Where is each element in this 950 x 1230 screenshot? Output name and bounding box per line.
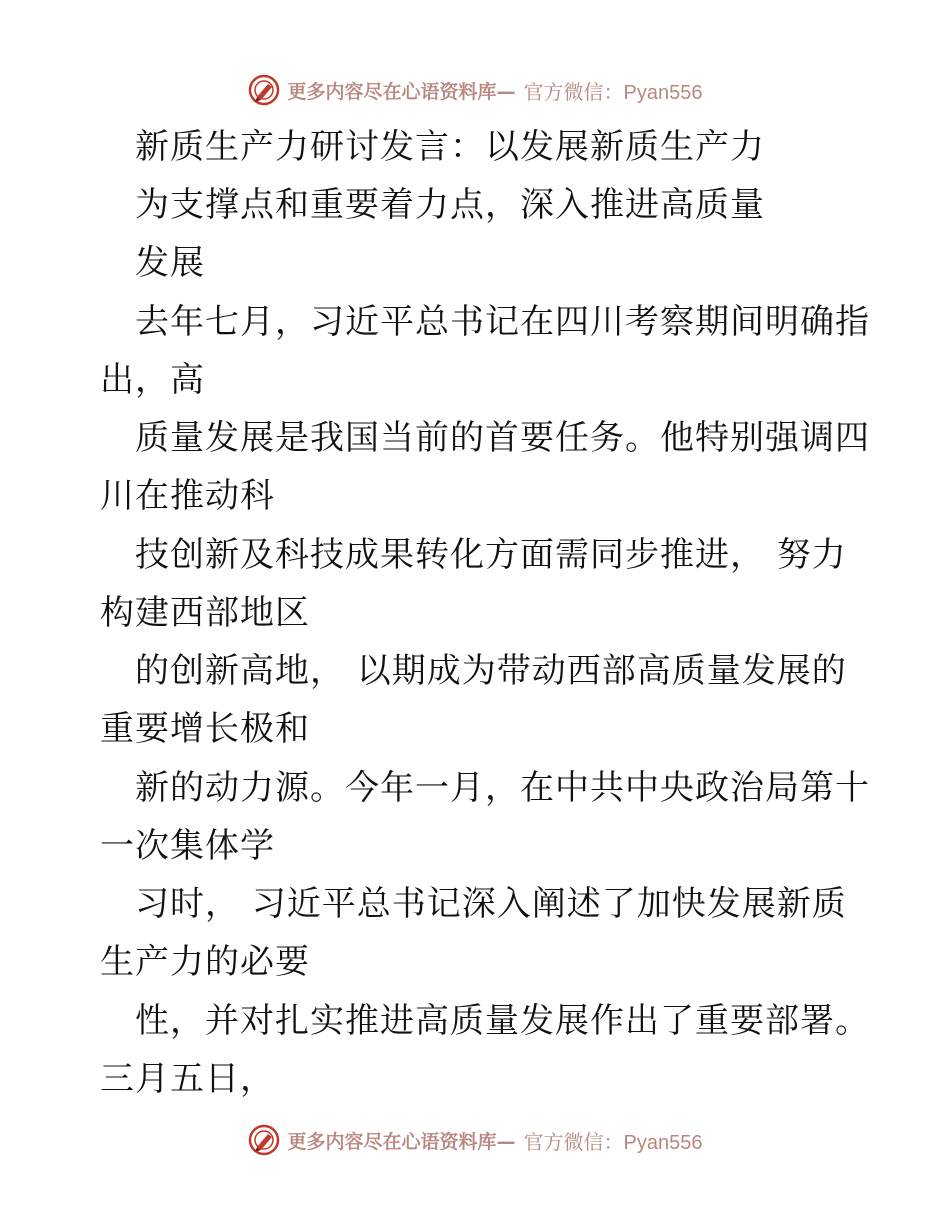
- paragraph-line: 重要增长极和: [100, 709, 310, 749]
- banner-text: 更多内容尽在心语资料库—: [287, 1130, 516, 1153]
- paragraph-line: 技创新及科技成果转化方面需同步推进， 努力: [135, 535, 847, 575]
- banner-wechat: 官方微信：Pyan556: [523, 1131, 703, 1154]
- banner-wechat: 官方微信：Pyan556: [523, 81, 703, 104]
- paragraph-line: 生产力的必要: [100, 942, 310, 982]
- paragraph-line: 质量发展是我国当前的首要任务。他特别强调四: [135, 418, 870, 458]
- banner-text: 更多内容尽在心语资料库—: [287, 80, 516, 103]
- footer-watermark-banner: [0, 1120, 950, 1160]
- pen-logo-icon: [248, 1124, 280, 1156]
- paragraph-line: 三月五日，: [100, 1059, 275, 1099]
- paragraph-line: 一次集体学: [100, 826, 275, 866]
- paragraph-line: 出，高: [100, 360, 205, 400]
- paragraph-line: 习时， 习近平总书记深入阐述了加快发展新质: [135, 884, 847, 924]
- paragraph-line: 性，并对扎实推进高质量发展作出了重要部署。: [135, 1001, 870, 1041]
- title-line: 发展: [135, 243, 205, 283]
- title-line: 新质生产力研讨发言：以发展新质生产力: [135, 127, 765, 167]
- paragraph-line: 川在推动科: [100, 476, 275, 516]
- paragraph-line: 的创新高地， 以期成为带动西部高质量发展的: [135, 651, 847, 691]
- paragraph-line: 构建西部地区: [100, 593, 310, 633]
- paragraph-line: 去年七月，习近平总书记在四川考察期间明确指: [135, 302, 870, 342]
- title-line: 为支撑点和重要着力点，深入推进高质量: [135, 185, 765, 225]
- paragraph-line: 新的动力源。今年一月，在中共中央政治局第十: [135, 768, 870, 808]
